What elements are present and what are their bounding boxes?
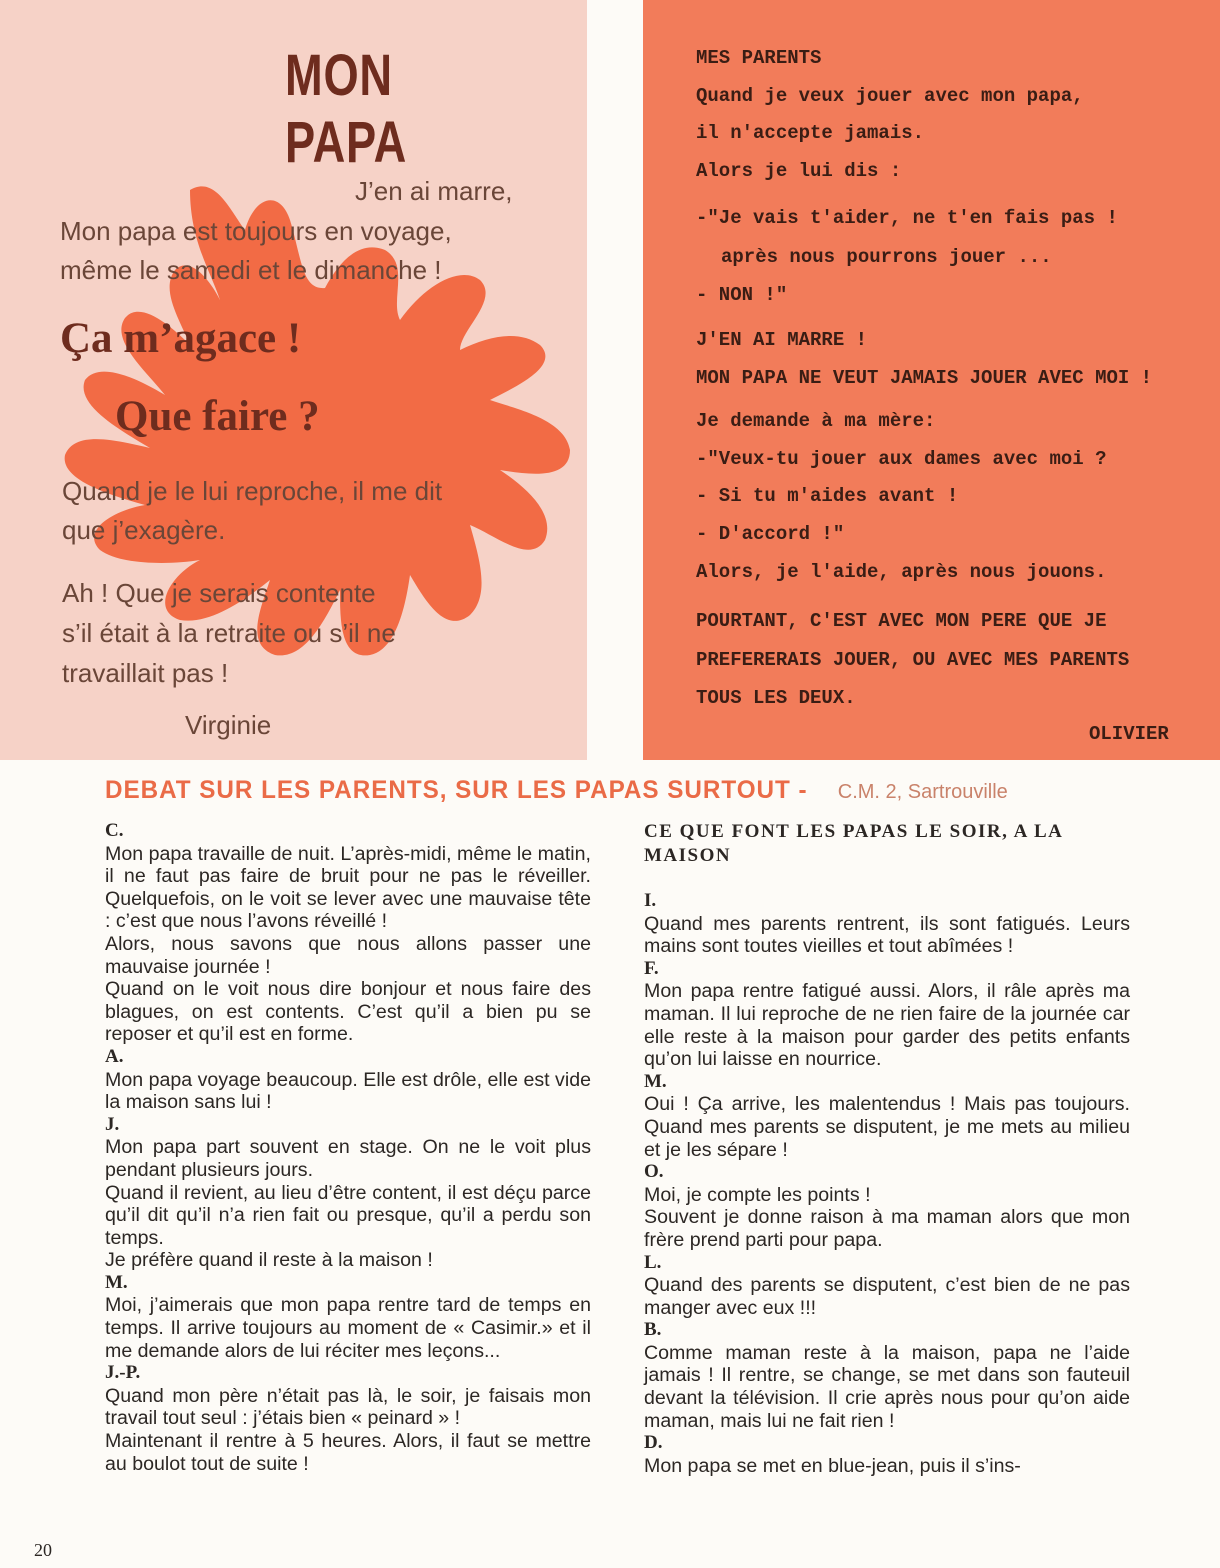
speaker-initial: C. [105,820,124,841]
debate-right-column [644,820,1130,1477]
speaker-paragraph: Comme maman reste à la maison, papa ne l’aide jamais ! Il rentre, se change, se met dans son fauteuil devant la télévision. Il crie après nous pour qu’on aide maman, mais lui ne fait rien ! [644,1341,1130,1432]
speaker-initial: L. [644,1251,662,1273]
speaker-paragraph: Mon papa part souvent en stage. On ne le voit plus pendant plusieurs jours. [105,1136,591,1181]
debate-entry [644,1319,1130,1432]
typewritten-line: il n'accepte jamais. [696,122,925,144]
debate-heading [105,776,1008,805]
debate-entry [105,820,591,1046]
typewritten-line: -"Je vais t'aider, ne t'en fais pas ! [696,207,1118,229]
speaker-paragraph: Mon papa rentre fatigué aussi. Alors, il râle après ma maman. Il lui reproche de ne rien faire de la journée car elle reste à la maison pour garder des petits enfants qu’on lui laisse en nourrice. [644,980,1130,1071]
typewritten-line: -"Veux-tu jouer aux dames avec moi ? [696,448,1107,470]
speaker-paragraph: Mon papa travaille de nuit. L’après-midi, même le matin, il ne faut pas faire de bruit pour ne pas le réveiller. Quelquefois, on le voit se lever avec une mauvaise tête : c’est que nous l’avons réveillé ! [105,842,591,933]
poem-line: que j’exagère. [62,515,226,545]
debate-entry [644,1161,1130,1251]
speaker-paragraph: Souvent je donne raison à ma maman alors que mon frère prend parti pour papa. [644,1206,1130,1251]
typewritten-line: J'EN AI MARRE ! [696,329,868,351]
debate-left-column [105,820,591,1475]
typewritten-line: Quand je veux jouer avec mon papa, [696,85,1084,107]
speaker-initial: M. [105,1271,128,1293]
speaker-initial: I. [644,890,657,911]
debate-entry [105,1046,591,1114]
poem-line: Mon papa est toujours en voyage, [60,216,452,246]
debate-entry [644,890,1130,958]
poem-title: MON PAPA [285,43,408,175]
speaker-paragraph: Mon papa se met en blue-jean, puis il s’ins- [644,1454,1021,1477]
debate-entry [644,1252,1130,1320]
typewritten-line: POURTANT, C'EST AVEC MON PERE QUE JE [696,610,1107,632]
speaker-initial: B. [644,1319,662,1341]
speaker-paragraph: Mon papa voyage beaucoup. Elle est drôle, elle est vide la maison sans lui ! [105,1068,591,1114]
typewritten-line: MON PAPA NE VEUT JAMAIS JOUER AVEC MOI ! [696,367,1153,389]
poem-exclamation: Que faire ? [115,393,320,440]
speaker-initial: O. [644,1161,664,1183]
poem-line: Quand je le lui reproche, il me dit [62,476,443,506]
poem-author: Virginie [185,710,272,740]
speaker-initial: A. [105,1045,124,1067]
typewritten-panel [643,0,1220,760]
poem-line: J’en ai marre, [355,176,513,206]
poem-exclamation: Ça m’agace ! [60,315,302,362]
typewritten-line: après nous pourrons jouer ... [721,246,1052,268]
poem-line: travaillait pas ! [62,658,229,688]
speaker-initial: D. [644,1432,663,1454]
speaker-paragraph: Quand on le voit nous dire bonjour et nous faire des blagues, on est contents. C’est qu’il a bien pu se reposer et qu’il est en forme. [105,978,591,1046]
debate-entry [644,958,1130,1071]
debate-entry [644,1071,1130,1161]
speaker-paragraph: Oui ! Ça arrive, les malentendus ! Mais pas toujours. Quand mes parents se disputent, je me mets au milieu et je les sépare ! [644,1093,1130,1161]
speaker-initial: F. [644,957,659,979]
speaker-paragraph: Quand mes parents rentrent, ils sont fatigués. Leurs mains sont toutes vieilles et tout abîmées ! [644,912,1130,958]
debate-title: DEBAT SUR LES PARENTS, SUR LES PAPAS SURTOUT - [105,776,808,804]
speaker-initial: J.-P. [105,1362,141,1384]
speaker-paragraph: Quand mon père n’était pas là, le soir, je faisais mon travail tout seul : j’étais bien « peinard » ! [105,1384,591,1430]
debate-entry [105,1362,591,1475]
speaker-paragraph: Maintenant il rentre à 5 heures. Alors, il faut se mettre au boulot tout de suite ! [105,1430,591,1475]
typewritten-line: - D'accord !" [696,523,845,545]
typewritten-title: MES PARENTS [696,47,822,69]
section-title: CE QUE FONT LES PAPAS LE SOIR, A LA MAISON [644,821,1063,866]
speaker-paragraph: Moi, je compte les points ! [644,1183,871,1206]
speaker-paragraph: Quand il revient, au lieu d’être content, il est déçu parce qu’il dit qu’il n’a rien fait ou presque, qu’il a perdu son temps. [105,1181,591,1249]
typewritten-line: Je demande à ma mère: [696,410,936,432]
debate-entry [105,1114,591,1272]
poem-line: s’il était à la retraite ou s’il ne [62,618,396,648]
debate-entry [105,1272,591,1362]
debate-source: C.M. 2, Sartrouville [837,781,1008,803]
speaker-initial: M. [644,1070,667,1092]
typewritten-line: PREFERERAIS JOUER, OU AVEC MES PARENTS [696,649,1130,671]
page-number: 20 [34,1540,52,1560]
speaker-initial: J. [105,1113,120,1135]
poem-line: Ah ! Que je serais contente [62,578,376,608]
speaker-paragraph: Je préfère quand il reste à la maison ! [105,1249,433,1272]
speaker-paragraph: Moi, j’aimerais que mon papa rentre tard de temps en temps. Il arrive toujours au moment de « Casimir.» et il me demande alors de lui réciter mes leçons... [105,1294,591,1362]
speaker-paragraph: Quand des parents se disputent, c’est bien de ne pas manger avec eux !!! [644,1274,1130,1319]
typewritten-line: TOUS LES DEUX. [696,687,856,709]
poem-line: même le samedi et le dimanche ! [60,255,442,285]
typewritten-line: - NON !" [696,284,788,306]
typewritten-line: - Si tu m'aides avant ! [696,485,959,507]
poem-panel [0,0,587,760]
speaker-paragraph: Alors, nous savons que nous allons passer une mauvaise journée ! [105,932,591,978]
debate-entry [644,1432,1130,1477]
debate-right-entries [644,890,1130,1477]
typewritten-line: Alors, je l'aide, après nous jouons. [696,561,1107,583]
typewritten-line: Alors je lui dis : [696,160,902,182]
typewritten-signature: OLIVIER [1089,723,1169,745]
